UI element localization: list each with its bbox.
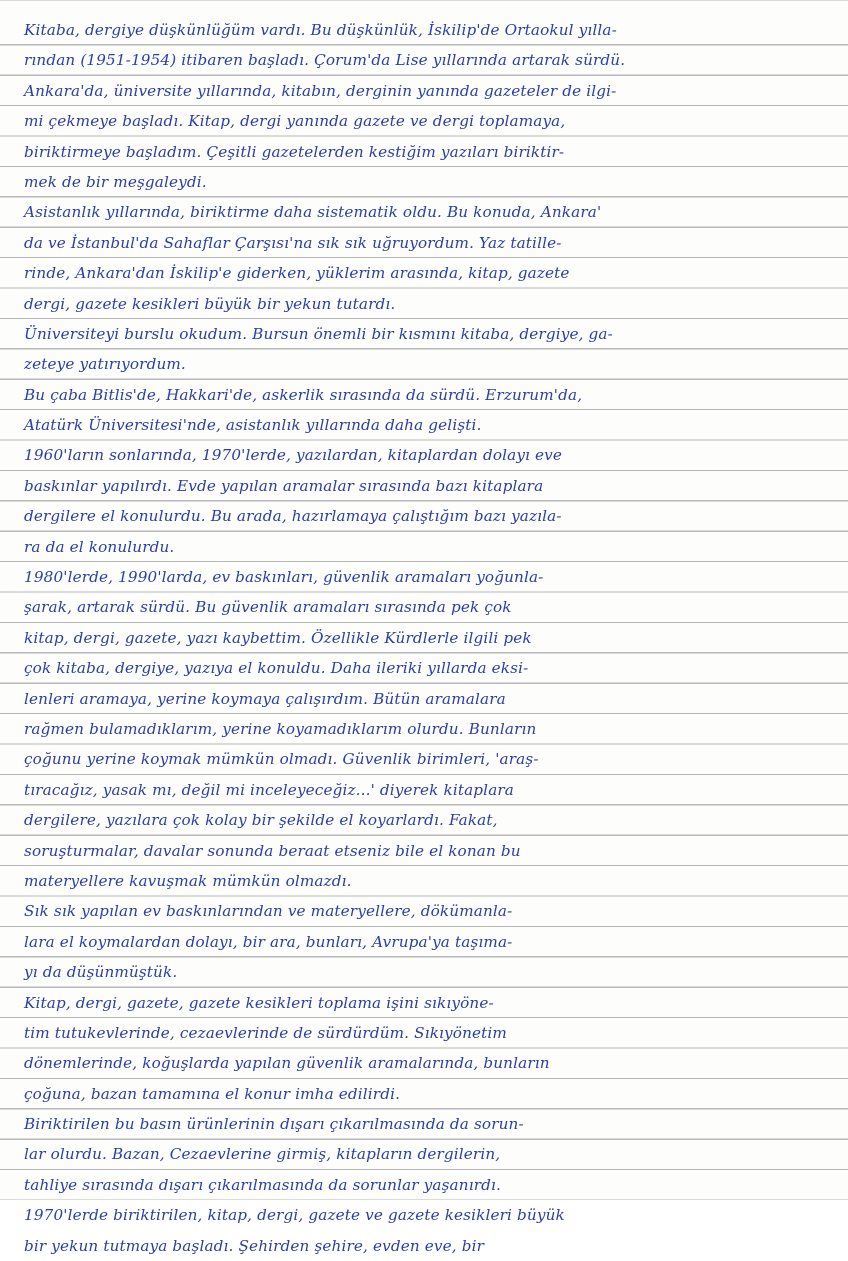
text-line: rından (1951-1954) itibaren başladı. Çorum'da Lise yıllarında artarak sürdü. — [24, 51, 626, 70]
text-line: materyellere kavuşmak mümkün olmazdı. — [24, 871, 352, 890]
text-line: rinde, Ankara'dan İskilip'e giderken, yüklerim arasında, kitap, gazete — [24, 264, 570, 283]
text-line: mek de bir meşgaleydi. — [24, 172, 207, 191]
text-line: da ve İstanbul'da Sahaflar Çarşısı'na sık sık uğruyordum. Yaz tatille- — [24, 233, 562, 252]
text-line: zeteye yatırıyordum. — [24, 355, 186, 374]
text-line: dergilere, yazılara çok kolay bir şekilde el koyarlardı. Fakat, — [24, 811, 498, 830]
text-line: 1960'ların sonlarında, 1970'lerde, yazılardan, kitaplardan dolayı eve — [24, 446, 563, 465]
text-line: çoğuna, bazan tamamına el konur imha edilirdi. — [24, 1084, 401, 1103]
text-line: lar olurdu. Bazan, Cezaevlerine girmiş, kitapların dergilerin, — [24, 1145, 501, 1164]
text-line: tim tutukevlerinde, cezaevlerinde de sürdürdüm. Sıkıyönetim — [24, 1023, 507, 1042]
text-line: rağmen bulamadıklarım, yerine koyamadıklarım olurdu. Bunların — [24, 719, 537, 738]
text-line: yı da düşünmüştük. — [24, 963, 178, 982]
text-line: Kitaba, dergiye düşkünlüğüm vardı. Bu düşkünlük, İskilip'de Ortaokul yılla- — [24, 21, 617, 39]
text-line: Ankara'da, üniversite yıllarında, kitabın, derginin yanında gazeteler de ilgi- — [24, 81, 617, 100]
text-line: Bu çaba Bitlis'de, Hakkari'de, askerlik sırasında da sürdü. Erzurum'da, — [24, 385, 583, 404]
text-line: şarak, artarak sürdü. Bu güvenlik aramaları sırasında pek çok — [24, 598, 512, 617]
text-line: lenleri aramaya, yerine koymaya çalışırdım. Bütün aramalara — [24, 689, 506, 708]
text-line: kitap, dergi, gazete, yazı kaybettim. Özellikle Kürdlerle ilgili pek — [24, 628, 532, 647]
text-line: dergi, gazete kesikleri büyük bir yekun tutardı. — [24, 294, 396, 313]
text-line: Sık sık yapılan ev baskınlarından ve materyellere, dökümanla- — [24, 902, 513, 921]
text-line: Üniversiteyi burslu okudum. Bursun önemli bir kısmını kitaba, dergiye, ga- — [24, 324, 613, 343]
text-line: biriktirmeye başladım. Çeşitli gazetelerden kestiğim yazıları biriktir- — [24, 142, 565, 161]
text-line: çoğunu yerine koymak mümkün olmadı. Güvenlik birimleri, 'araş- — [24, 750, 539, 769]
text-line: 1980'lerde, 1990'larda, ev baskınları, güvenlik aramaları yoğunla- — [24, 568, 544, 587]
text-line: 1970'lerde biriktirilen, kitap, dergi, gazete ve gazete kesikleri büyük — [24, 1206, 565, 1225]
text-line: baskınlar yapılırdı. Evde yapılan aramalar sırasında bazı kitaplara — [24, 476, 544, 495]
text-line: dergilere el konulurdu. Bu arada, hazırlamaya çalıştığım bazı yazıla- — [24, 507, 562, 526]
text-line: lara el koymalardan dolayı, bir ara, bunları, Avrupa'ya taşıma- — [24, 932, 513, 951]
handwritten-text-lines — [24, 15, 824, 1261]
text-line: soruşturmalar, davalar sonunda beraat etseniz bile el konan bu — [24, 841, 521, 860]
text-line: Asistanlık yıllarında, biriktirme daha sistematik oldu. Bu konuda, Ankara' — [24, 203, 602, 222]
text-line: mi çekmeye başladı. Kitap, dergi yanında gazete ve dergi toplamaya, — [24, 112, 566, 131]
text-line: Kitap, dergi, gazete, gazete kesikleri toplama işini sıkıyöne- — [24, 993, 494, 1012]
text-line: Biriktirilen bu basın ürünlerinin dışarı çıkarılmasında da sorun- — [24, 1115, 524, 1134]
text-line: dönemlerinde, koğuşlarda yapılan güvenlik aramalarında, bunların — [24, 1054, 550, 1073]
text-line: ra da el konulurdu. — [24, 537, 175, 556]
text-line: tahliye sırasında dışarı çıkarılmasında da sorunlar yaşanırdı. — [24, 1175, 501, 1194]
text-line: Atatürk Üniversitesi'nde, asistanlık yıllarında daha gelişti. — [24, 416, 482, 435]
text-line: tıracağız, yasak mı, değil mi inceleyeceğiz...' diyerek kitaplara — [24, 780, 515, 799]
text-line: çok kitaba, dergiye, yazıya el konuldu. Daha ileriki yıllarda eksi- — [24, 659, 529, 678]
text-line: bir yekun tutmaya başladı. Şehirden şehire, evden eve, bir — [24, 1236, 485, 1255]
